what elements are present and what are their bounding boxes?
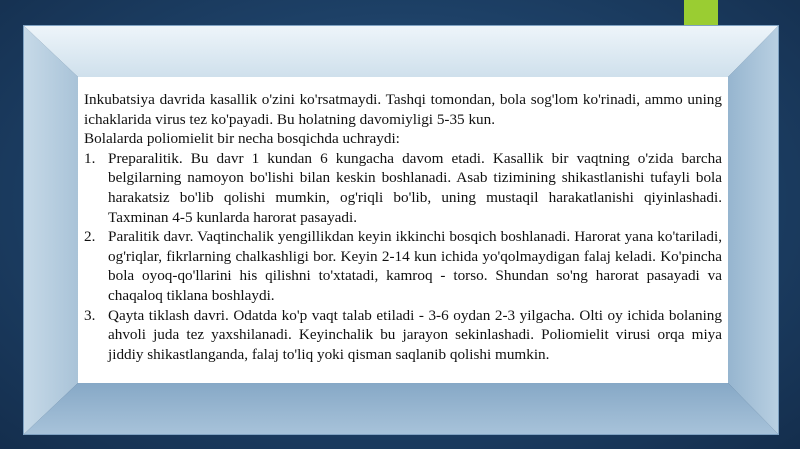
stages-list: [84, 149, 722, 365]
stages-heading: Bolalarda poliomielit bir necha bosqichda uchraydi:: [84, 130, 400, 148]
intro-paragraph: Inkubatsiya davrida kasallik o'zini ko'rsatmaydi. Tashqi tomondan, bola sog'lom ko'rinadi, ammo uning ichaklarida virus tez ko'payadi. Bu holatning davomiyligi 5-35 kun.: [84, 91, 722, 128]
content-panel: [78, 77, 728, 383]
list-item-number: 2.: [84, 228, 96, 246]
accent-square: [684, 0, 718, 26]
list-item-number: 3.: [84, 306, 96, 324]
list-item-number: 1.: [84, 149, 96, 167]
bevel-top: [23, 25, 779, 77]
list-item-text: Preparalitik. Bu davr 1 kundan 6 kungacha davom etadi. Kasallik bir vaqtning o'zida barcha belgilarning namoyon bo'lishi bilan keskin boshlanadi. Asab tizimining shikastlanishi tufayli bola harakatsiz bo'lib qolishi mumkin, og'riqli bo'lib, uning mustaqil harakatlanishi qiyinlashadi. Taxminan 4-5 kunlarda harorat pasayadi.: [108, 149, 722, 226]
bevel-right: [728, 25, 779, 435]
bevel-left: [23, 25, 78, 435]
bevel-bottom: [23, 383, 779, 435]
list-item: [84, 306, 722, 365]
list-item-text: Qayta tiklash davri. Odatda ko'p vaqt talab etiladi - 3-6 oydan 2-3 yilgacha. Olti oy ichida bolaning ahvoli juda tez yaxshilanadi. Keyinchalik bu jarayon sekinlashadi. Poliomielit virusi orqa miya jiddiy shikastlanganda, falaj to'liq yoki qisman saqlanib qolishi mumkin.: [108, 306, 722, 363]
list-item: [84, 149, 722, 227]
list-item-text: Paralitik davr. Vaqtinchalik yengillikdan keyin ikkinchi bosqich boshlanadi. Harorat yana ko'tariladi, og'riqlar, fikrlarning chalkashligi bor. Keyin 2-14 kun ichida yo'qolmaydigan falaj keladi. Ko'pincha bola oyoq-qo'llarini his qilishni to'xtatadi, kamroq - torso. Shundan so'ng harorat pasayadi va chaqaloq tiklana boshlaydi.: [108, 228, 722, 304]
list-item: [84, 227, 722, 305]
